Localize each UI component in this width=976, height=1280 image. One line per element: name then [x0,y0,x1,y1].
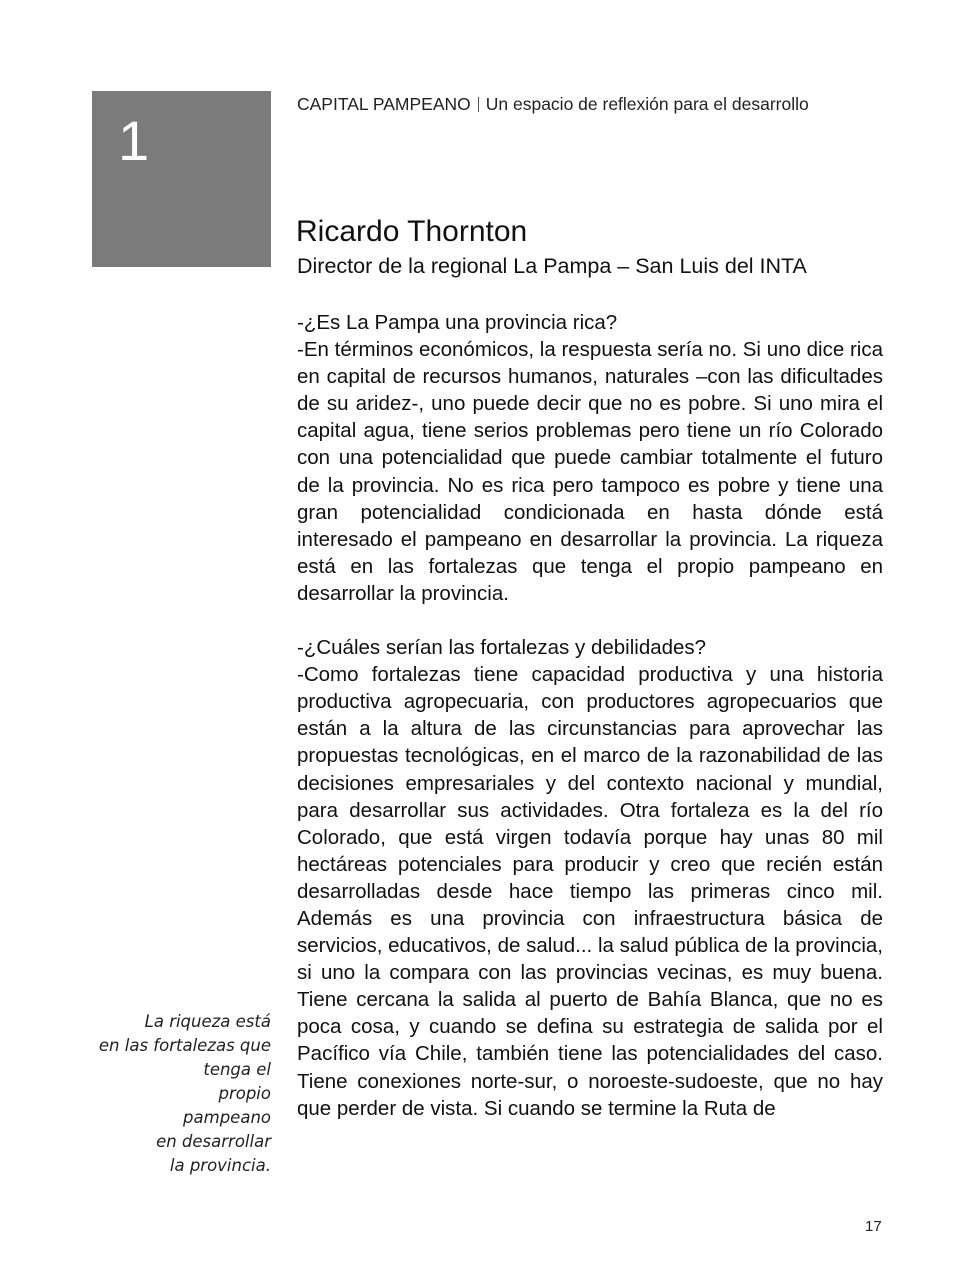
paragraph-gap [297,607,883,634]
pull-quote-line: en desarrollar [156,1132,271,1151]
pull-quote-line: pampeano [183,1108,271,1127]
header-separator [478,97,479,112]
pull-quote-line: en las fortalezas que [98,1036,271,1055]
interview-answer: -Como fortalezas tiene capacidad productiva y una historia productiva agropecuaria, con productores agropecuarios que están a la altura de las circunstancias para aprovechar las propuestas tecnológicas, en el marco de la razonabilidad de las decisiones empresariales y del contexto nacional y mundial, para desarrollar sus actividades. Otra fortaleza es la del río Colorado, que está virgen todavía porque hay unas 80 mil hectáreas potenciales para producir y creo que recién están desarrolladas desde hace tiempo las primeras cinco mil. Además es una provincia con infraestructura básica de servicios, educativos, de salud... la salud pública de la provincia, si uno la compara con las provincias vecinas, es muy buena. Tiene cercana la salida al puerto de Bahía Blanca, que no es poca cosa, y cuando se defina su estrategia de salida por el Pacífico vía Chile, también tiene las potencialidades del caso. Tiene conexiones norte-sur, o noroeste-sudoeste, que no hay que perder de vista. Si cuando se termine la Ruta de [297,663,883,1120]
pull-quote-line: propio [218,1084,271,1103]
author-name: Ricardo Thornton [296,215,528,248]
publication-title: CAPITAL PAMPEANO [297,94,471,114]
publication-subtitle: Un espacio de reflexión para el desarrollo [485,94,809,114]
pull-quote [71,1010,271,1178]
pull-quote-line: La riqueza está [144,1012,271,1031]
pull-quote-line: la provincia. [169,1156,271,1175]
interview-question: -¿Cuáles serían las fortalezas y debilidades? [297,636,707,660]
chapter-number: 1 [118,109,150,172]
interview-body [297,309,883,1122]
interview-question: -¿Es La Pampa una provincia rica? [297,311,618,334]
chapter-number-box [92,91,271,267]
page-number: 17 [865,1218,882,1235]
author-role: Director de la regional La Pampa – San Luis del INTA [297,254,807,278]
interview-answer: -En términos económicos, la respuesta sería no. Si uno dice rica en capital de recursos humanos, naturales –con las dificultades de su aridez-, uno puede decir que no es pobre. Si uno mira el capital agua, tiene serios problemas pero tiene un río Colorado con una potencialidad que puede cambiar totalmente el futuro de la provincia. No es rica pero tampoco es pobre y tiene una gran potencialidad condicionada en hasta dónde está interesado el pampeano en desarrollar la provincia. La riqueza está en las fortalezas que tenga el propio pampeano en desarrollar la provincia. [297,338,883,605]
running-header [297,94,809,115]
pull-quote-line: tenga el [203,1060,271,1079]
